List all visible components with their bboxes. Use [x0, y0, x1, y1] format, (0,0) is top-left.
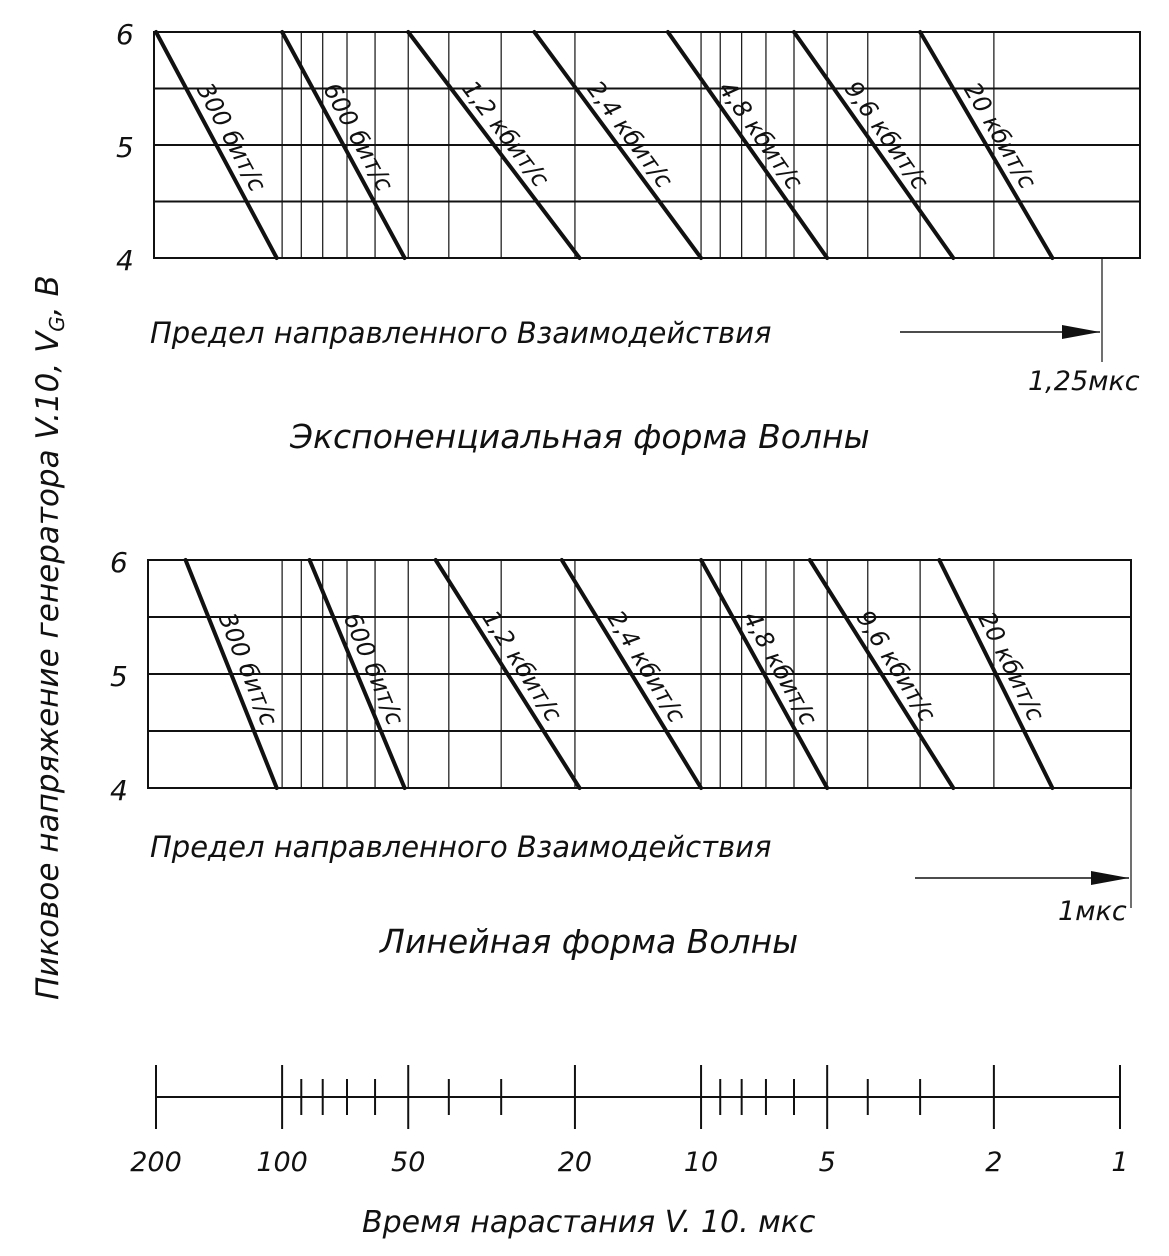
series-label: 4,8 кбит/с	[737, 606, 823, 731]
series-label: 2,4 кбит/с	[581, 75, 679, 194]
series-label: 20 кбит/с	[958, 77, 1042, 194]
series-label: 600 бит/с	[337, 608, 410, 730]
panel-subtitle: Экспоненциальная форма Волны	[290, 417, 870, 456]
series-label: 300 бит/с	[190, 78, 272, 197]
series-label: 4,8 кбит/с	[712, 75, 809, 195]
chart-panel-linear	[110, 546, 1131, 961]
series-label: 9,6 кбит/с	[850, 605, 942, 727]
axis-tick-label: 100	[256, 1147, 308, 1178]
y-tick-label: 4	[110, 774, 128, 807]
series-label: 1,2 кбит/с	[476, 605, 568, 727]
y-tick-label: 6	[116, 18, 134, 51]
axis-tick-label: 50	[391, 1147, 426, 1178]
series-label: 1,2 кбит/с	[456, 75, 555, 193]
limit-label: Предел направленного Взаимодействия	[150, 316, 772, 350]
axis-tick-label: 200	[130, 1147, 182, 1178]
limit-arrowhead	[1062, 325, 1100, 339]
y-tick-label: 5	[110, 660, 128, 693]
axis-tick-label: 5	[818, 1147, 836, 1178]
y-tick-label: 4	[116, 244, 134, 277]
series-label: 300 бит/с	[212, 608, 284, 730]
y-tick-label: 6	[110, 546, 128, 579]
chart-panel-exponential	[116, 18, 1140, 456]
series-label: 2,4 кбит/с	[601, 605, 692, 728]
series-label: 600 бит/с	[317, 78, 399, 197]
axis-tick-label: 20	[557, 1147, 593, 1178]
axis-tick-label: 1	[1111, 1147, 1129, 1178]
axis-tick-label: 2	[985, 1147, 1003, 1178]
x-axis-label: Время нарастания V. 10. мкс	[362, 1205, 816, 1240]
axis-tick-label: 10	[683, 1147, 719, 1178]
limit-value-label: 1,25мкс	[1028, 366, 1140, 397]
y-tick-label: 5	[116, 131, 134, 164]
panel-subtitle: Линейная форма Волны	[380, 922, 799, 961]
series-label: 20 кбит/с	[972, 607, 1050, 726]
limit-value-label: 1мкс	[1058, 896, 1127, 927]
series-label: 9,6 кбит/с	[838, 75, 935, 195]
limit-arrowhead	[1091, 871, 1129, 885]
limit-label: Предел направленного Взаимодействия	[150, 830, 772, 864]
y-axis-label: Пиковое напряжение генератора V.10, VG, В	[30, 275, 69, 1000]
rise-time-axis	[130, 1065, 1128, 1178]
